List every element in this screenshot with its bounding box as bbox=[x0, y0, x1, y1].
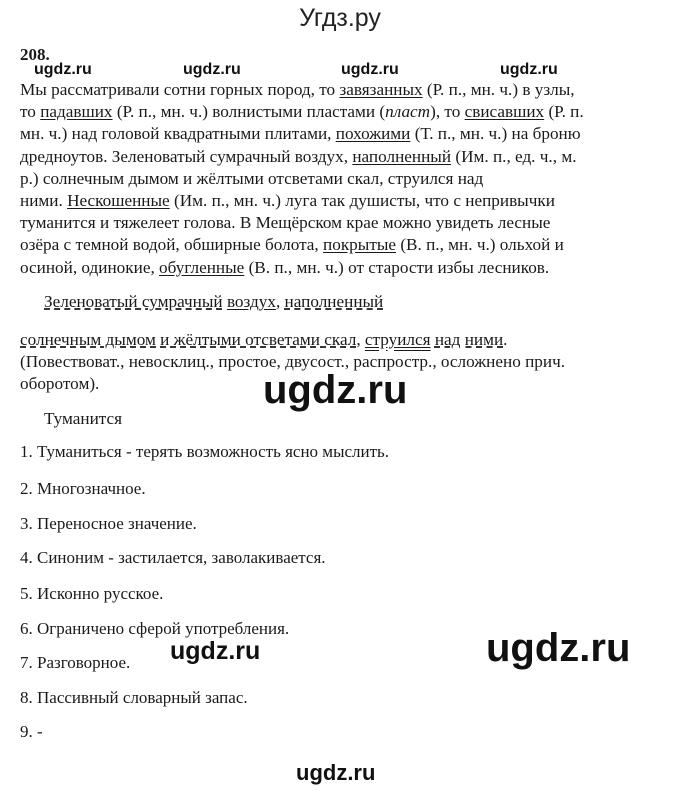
text-line bbox=[20, 234, 665, 256]
text-line bbox=[20, 146, 665, 168]
modifier-phrase: солнечным дымом и жёлтыми отсветами скал bbox=[20, 330, 357, 349]
list-item: 3. Переносное значение. bbox=[20, 514, 197, 533]
text-line bbox=[20, 79, 665, 101]
text-segment: (В. п., мн. ч.) от старости избы лесников. bbox=[244, 257, 550, 277]
text-segment: озёра с темной водой, обширные болота, bbox=[20, 235, 324, 255]
text-segment: осиной, одинокие, bbox=[20, 257, 160, 277]
text-segment: (Им. п., ед. ч., м. bbox=[451, 146, 577, 166]
text-segment: (Р. п., мн. ч.) в узлы, bbox=[422, 80, 575, 99]
watermark: ugdz.ru bbox=[34, 61, 92, 78]
watermark: ugdz.ru bbox=[183, 61, 241, 78]
modifier-phrase: наполненный bbox=[284, 292, 384, 311]
underlined-word: завязанных bbox=[339, 80, 423, 99]
underlined-word: похожими bbox=[335, 124, 411, 144]
underlined-word: свисавших bbox=[464, 102, 545, 122]
analysis-line-4: оборотом). bbox=[20, 374, 100, 393]
list-item: 2. Многозначное. bbox=[20, 479, 146, 498]
analysis-line-3: (Повествоват., невосклиц., простое, двусост., распростр., осложнено прич. bbox=[20, 352, 566, 371]
text-line bbox=[20, 168, 665, 190]
text-segment: (В. п., мн. ч.) ольхой и bbox=[396, 235, 564, 255]
list-item: 9. - bbox=[20, 722, 43, 741]
text-line bbox=[20, 190, 665, 212]
underlined-word: Нескошенные bbox=[67, 191, 170, 211]
site-title: Угдз.ру bbox=[299, 4, 381, 32]
exercise-text bbox=[20, 79, 665, 279]
task-number: 208. bbox=[20, 45, 50, 64]
text-segment: туманится и тяжелеет голова. В Мещёрском крае можно увидеть лесные bbox=[20, 213, 551, 233]
underlined-word: обугленные bbox=[159, 257, 245, 277]
underlined-word: наполненный bbox=[352, 146, 452, 166]
watermark: ugdz.ru bbox=[486, 626, 631, 670]
text-line bbox=[20, 101, 665, 123]
text-segment: (Т. п., мн. ч.) на броню bbox=[410, 124, 581, 144]
text-segment: (Р. п. bbox=[544, 102, 584, 122]
text-segment: (Р. п., мн. ч.) волнистыми пластами ( bbox=[112, 102, 386, 122]
text-segment: дредноутов. Зеленоватый сумрачный воздух, bbox=[20, 146, 353, 166]
text-segment: Мы рассматривали сотни горных пород, то bbox=[20, 80, 340, 99]
underlined-word: покрытые bbox=[323, 235, 397, 255]
predicate-word: струился bbox=[364, 330, 431, 349]
italic-word: пласт bbox=[385, 102, 431, 122]
modifier-phrase: Зеленоватый сумрачный bbox=[44, 292, 223, 311]
list-item: 8. Пассивный словарный запас. bbox=[20, 688, 248, 707]
text-line bbox=[20, 257, 665, 279]
list-item: 7. Разговорное. bbox=[20, 653, 131, 672]
watermark: ugdz.ru bbox=[341, 61, 399, 78]
list-item: 1. Туманиться - терять возможность ясно мыслить. bbox=[20, 442, 390, 461]
text-segment: , bbox=[275, 292, 285, 311]
watermark: ugdz.ru bbox=[296, 760, 376, 785]
text-segment: . bbox=[503, 330, 508, 349]
list-item: 4. Синоним - застилается, заволакивается. bbox=[20, 548, 326, 567]
list-item: 6. Ограничено сферой употребления. bbox=[20, 619, 290, 638]
underlined-word: воздух bbox=[226, 292, 276, 311]
watermark: ugdz.ru bbox=[170, 637, 261, 665]
text-line bbox=[20, 123, 665, 145]
text-segment: р.) солнечным дымом и жёлтыми отсветами скал, струился над bbox=[20, 168, 484, 188]
list-item: 5. Исконно русское. bbox=[20, 584, 164, 603]
watermark: ugdz.ru bbox=[263, 368, 408, 412]
text-segment: (Им. п., мн. ч.) луга так душисты, что с непривычки bbox=[169, 191, 555, 211]
text-segment: ними. bbox=[20, 191, 68, 211]
analysis-line-2 bbox=[20, 330, 507, 350]
text-segment: мн. ч.) над головой квадратными плитами, bbox=[20, 124, 336, 144]
watermark: ugdz.ru bbox=[500, 61, 558, 78]
modifier-phrase: над ними bbox=[434, 330, 504, 349]
text-segment: , bbox=[356, 330, 365, 349]
text-line bbox=[20, 212, 665, 234]
word-title: Туманится bbox=[44, 409, 123, 428]
text-segment: ), то bbox=[430, 102, 465, 122]
text-segment: то bbox=[20, 102, 41, 122]
analysis-line-1 bbox=[44, 292, 383, 312]
underlined-word: падавших bbox=[40, 102, 113, 122]
